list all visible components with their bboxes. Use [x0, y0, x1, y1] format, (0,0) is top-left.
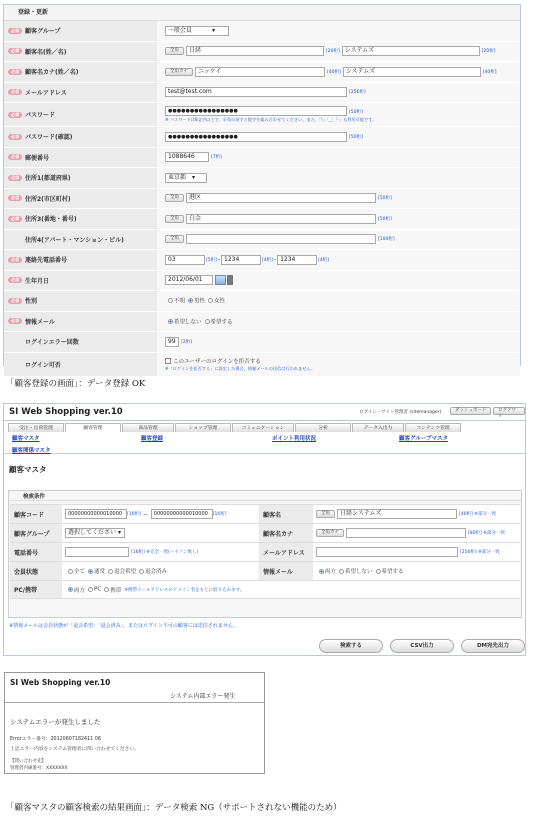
caption-registration: 「顧客登録の画面」：データ登録 OK [6, 379, 146, 389]
radio-icon [88, 587, 93, 592]
field-label [4, 62, 157, 82]
field-value [157, 332, 520, 352]
customer-name-input[interactable]: 日経システムズ [337, 509, 457, 519]
spacer [8, 339, 22, 345]
required-badge: 必須 [8, 112, 22, 118]
radio-icon [168, 319, 173, 324]
field-label-text: ログイン可否 [25, 361, 61, 369]
form-row [4, 21, 520, 42]
field-value [157, 62, 520, 82]
hint: [50桁] [378, 196, 392, 202]
label-customer-code: 顧客コード [10, 505, 62, 523]
tel1-input[interactable]: 03 [165, 255, 205, 265]
chevron-down-icon: ▾ [117, 529, 121, 536]
tab-1[interactable]: 顧客管理 [65, 423, 121, 432]
page-title: 顧客マスタ [9, 465, 47, 474]
infomail-radio-1[interactable] [336, 567, 373, 575]
street-input[interactable]: 白金 [186, 214, 376, 224]
caption-search-error: 「顧客マスタの顧客検索の結果画面」：データ検索 NG（サポートされない機能のため） [6, 803, 342, 813]
radio-label: 希望する [210, 319, 233, 326]
mail-radio-0[interactable] [165, 318, 202, 325]
required-badge: 必須 [8, 318, 22, 324]
spacer [8, 236, 22, 242]
pc-radio-2[interactable] [101, 586, 121, 594]
link-customer-relation-master[interactable]: 顧客関係マスタ [12, 448, 51, 454]
csv-export-button[interactable]: CSV出力 [390, 639, 454, 653]
link-customer-register[interactable]: 顧客登録 [141, 436, 164, 442]
hint: [16桁] [127, 512, 141, 517]
form-row [4, 42, 520, 63]
field-value [157, 42, 520, 62]
email-input[interactable] [316, 547, 458, 557]
radio-icon [88, 569, 93, 574]
gender-radio-1[interactable] [185, 297, 205, 304]
required-badge: 必須 [8, 257, 22, 263]
radio-icon [68, 569, 73, 574]
radio-icon [68, 587, 73, 592]
radio-label: 女性 [214, 298, 226, 305]
field-label [4, 83, 157, 103]
field-value [157, 230, 520, 250]
form-row [4, 209, 520, 230]
customer-registration-panel [3, 4, 521, 371]
chevron-down-icon: ▾ [211, 26, 215, 34]
field-value [157, 168, 520, 188]
form-row [4, 312, 520, 333]
label-customer-name: 顧客名 [259, 505, 313, 523]
radio-label: 両方 [74, 587, 86, 594]
required-badge: 必須 [8, 89, 22, 95]
chevron-down-icon[interactable] [227, 275, 233, 285]
divider [5, 702, 264, 703]
field-value [157, 209, 520, 229]
field-label [4, 42, 157, 62]
label-pc-mobile: PC/携帯 [10, 581, 62, 598]
form-row [4, 127, 520, 148]
calendar-icon[interactable] [215, 275, 226, 285]
error-advice: 上記エラー内容をシステム管理者に問い合わせてください。 [10, 747, 140, 752]
hint: [7桁] [211, 155, 222, 161]
tel3-input[interactable]: 1234 [277, 255, 317, 265]
field-label-text: 住所3(番地・番号) [25, 216, 77, 224]
radio-label: 希望しない [174, 319, 202, 326]
field-label [4, 189, 157, 209]
pc-radio-0[interactable] [65, 586, 85, 594]
gender-radio-2[interactable] [205, 297, 225, 304]
code-to-input[interactable]: 00000000000010000 [151, 509, 213, 519]
label-tel: 電話番号 [10, 543, 62, 561]
dash: - [217, 256, 221, 264]
login-deny-checkbox[interactable] [165, 358, 171, 364]
select-value: 一般会員 [168, 26, 193, 34]
gender-radio-0[interactable] [165, 297, 185, 304]
code-from-input[interactable]: 00000000000010000 [65, 509, 127, 519]
hint: [50桁] [349, 109, 363, 115]
infomail-radio-2[interactable] [373, 567, 404, 575]
required-badge: 必須 [8, 69, 22, 75]
required-badge: 必須 [8, 154, 22, 160]
field-label [4, 103, 157, 126]
form-row [4, 62, 520, 83]
contact-line: 管理者内線番号：XXXXXXX [10, 766, 68, 771]
label-customer-kana: 顧客名カナ [259, 524, 313, 542]
required-badge: 必須 [8, 216, 22, 222]
radio-icon [319, 569, 324, 574]
zenkaku-button[interactable]: 全角 [165, 47, 184, 55]
field-value [157, 291, 520, 311]
customer-master-panel [3, 403, 526, 656]
password-input[interactable]: ●●●●●●●●●●●●●●●● [165, 106, 347, 116]
error-number: Errorエラー番号：20120607182411 08 [10, 737, 101, 742]
field-label-text: 顧客名(姓／名) [25, 48, 67, 56]
hint: [256桁] [349, 90, 366, 96]
link-customer-group-master[interactable]: 顧客グループマスタ [399, 436, 449, 442]
hint: [50桁] [378, 216, 392, 222]
field-label-text: パスワード [25, 112, 56, 119]
select-value: 東京都 [168, 173, 187, 181]
city-input[interactable]: 港区 [186, 193, 376, 203]
label-info-mail: 情報メール [259, 562, 313, 580]
field-label-text: パスワード(確認) [25, 134, 73, 142]
label-member-status: 会員状態 [10, 562, 62, 580]
field-value [157, 148, 520, 168]
zenkaku-kana-button[interactable]: 全角カナ [165, 68, 193, 76]
radio-label: 不明 [174, 298, 186, 305]
tab-2[interactable]: 商品管理 [122, 423, 174, 432]
app-title: SI Web Shopping ver.10 [9, 407, 123, 417]
status-radio-3[interactable] [136, 567, 167, 575]
hint: [16桁] [212, 512, 227, 517]
field-label-text: メールアドレス [25, 89, 67, 97]
radio-label: 男性 [194, 298, 206, 305]
radio-icon [139, 569, 144, 574]
hint: [4桁] [318, 257, 329, 263]
required-badge: 必須 [8, 175, 22, 181]
spacer [8, 361, 22, 367]
search-button[interactable]: 検索する [319, 639, 383, 653]
infomail-radio-0[interactable] [316, 567, 336, 575]
login-deny-label: このユーザーのログインを拒否する [173, 358, 261, 365]
birthdate-input[interactable]: 2012/06/01 [165, 275, 213, 285]
hint: [16桁] ※完全一致(ハイフン無し) [131, 550, 199, 555]
required-badge: 必須 [8, 28, 22, 34]
tilde: ～ [142, 511, 149, 519]
password-note: ※ パスワードは8文字以上で、半角の英字と数字を組み合わせてください。また、「!」「_」「-」も利用可能です。 [165, 117, 377, 122]
chevron-down-icon: ▾ [191, 173, 195, 181]
link-point-usage[interactable]: ポイント利用状況 [272, 436, 317, 442]
field-label-text: ログインエラー回数 [25, 339, 79, 347]
link-customer-master[interactable]: 顧客マスタ [12, 436, 40, 442]
form-row [4, 291, 520, 312]
field-label [4, 148, 157, 168]
main-tabs [4, 423, 525, 432]
error-header: システム内部エラー発生 [170, 693, 236, 700]
field-label-text: 郵便番号 [25, 154, 50, 162]
app-title: SI Web Shopping ver.10 [10, 678, 111, 687]
panel-title: 登録・更新 [4, 5, 520, 21]
field-label [4, 230, 157, 250]
field-label-text: 連絡先電話番号 [25, 257, 68, 265]
field-label-text: 顧客名カナ(姓／名) [25, 69, 79, 77]
first-name-input[interactable]: システムズ [342, 46, 480, 56]
field-label [4, 21, 157, 41]
radio-label: PC [94, 586, 102, 593]
label-email: メールアドレス [259, 543, 313, 561]
customer-group-select[interactable] [165, 26, 229, 36]
field-value [157, 353, 520, 376]
email-input[interactable]: test@test.com [165, 87, 347, 97]
field-value [157, 103, 520, 126]
radio-icon [188, 298, 193, 303]
sub-navigation [4, 432, 525, 454]
form-row [4, 103, 520, 127]
kana-first-input[interactable]: システムズ [343, 67, 481, 77]
field-label [4, 353, 157, 376]
tel2-input[interactable]: 1234 [221, 255, 261, 265]
field-label-text: 情報メール [25, 318, 55, 326]
field-label [4, 332, 157, 352]
radio-icon [168, 298, 173, 303]
last-name-input[interactable]: 日経 [186, 46, 324, 56]
required-badge: 必須 [8, 195, 22, 201]
form-row [4, 332, 520, 353]
info-mail-radios [165, 317, 233, 325]
field-label [4, 271, 157, 291]
mail-radio-1[interactable] [202, 318, 233, 325]
zenkaku-button[interactable]: 全角 [165, 215, 184, 223]
radio-icon [205, 319, 210, 324]
hint: [40桁] ※部分一致 [459, 512, 496, 517]
radio-label: 全て [74, 569, 86, 575]
tab-4[interactable]: コミュニケーション [232, 423, 294, 432]
search-conditions-box [8, 490, 522, 618]
field-label [4, 209, 157, 229]
password-confirm-input[interactable]: ●●●●●●●●●●●●●●●● [165, 132, 347, 142]
label-customer-group: 顧客グループ [10, 524, 62, 542]
field-label [4, 168, 157, 188]
form-row [4, 230, 520, 251]
radio-icon [376, 569, 381, 574]
radio-icon [208, 298, 213, 303]
pc-radio-1[interactable] [85, 586, 101, 593]
kana-last-input[interactable]: ニッケイ [195, 67, 325, 77]
field-value [157, 21, 520, 41]
radio-label: 携帯 [110, 587, 122, 594]
user-info: ログイン・サイト管理者 (sitemanager) [359, 410, 442, 415]
hint: [40桁] [482, 69, 497, 75]
field-label-text: 顧客グループ [25, 28, 61, 36]
zenkaku-button[interactable]: 全角 [316, 510, 335, 518]
field-label [4, 250, 157, 270]
status-radio-2[interactable] [105, 567, 136, 575]
hint: [40桁] [327, 69, 341, 75]
required-badge: 必須 [8, 134, 22, 140]
tab-5[interactable]: 分析 [295, 423, 351, 432]
field-value [157, 271, 520, 291]
zenkaku-button[interactable]: 全角 [165, 235, 184, 243]
form-row [4, 168, 520, 189]
radio-label: 退会希望 [114, 569, 137, 575]
contact-title: 【問い合わせ先】 [10, 759, 46, 764]
customer-group-select[interactable] [65, 528, 125, 538]
tab-0[interactable]: 受注・出荷管理 [8, 423, 64, 432]
field-label [4, 127, 157, 147]
form-row [4, 250, 520, 271]
member-status-radios [62, 562, 258, 580]
field-label-text: 生年月日 [25, 277, 50, 285]
logout-button[interactable]: ログアウト [493, 407, 525, 415]
required-badge: 必須 [8, 277, 22, 283]
zip-input[interactable]: 1088646 [165, 152, 209, 162]
field-value [157, 250, 520, 270]
field-label-text: 住所4(アパート・マンション・ビル) [25, 236, 124, 244]
form-row [4, 83, 520, 104]
field-label [4, 291, 157, 311]
gender-radios [165, 297, 225, 305]
hint: [4桁] [262, 257, 273, 263]
hint: [80桁] ※部分一致 [468, 531, 505, 536]
tel-input[interactable] [65, 547, 129, 557]
tab-7[interactable]: コンテンツ管理 [405, 423, 461, 432]
radio-label: 希望する [381, 569, 404, 575]
hint: [50桁] [349, 134, 363, 140]
error-message: システムエラーが発生しました [10, 718, 101, 726]
dash: - [273, 256, 277, 264]
dm-export-button[interactable]: DM宛先出力 [461, 639, 525, 653]
radio-icon [339, 569, 344, 574]
zenkaku-kana-button[interactable]: 全角カナ [316, 529, 344, 537]
field-label-text: 住所2(市区町村) [25, 195, 71, 203]
radio-icon [108, 569, 113, 574]
radio-icon [104, 587, 109, 592]
prefecture-select[interactable] [165, 173, 207, 183]
footer-note: ※情報メールは会員状態が「退会希望」「退会済み」、またはログイン不可の顧客には送信されません。 [9, 623, 239, 629]
form-row [4, 189, 520, 210]
hint: [2桁] [181, 339, 192, 345]
pc-note: ※携帯メールアドレスのドメイン名をもとに絞り込みます。 [124, 587, 245, 593]
login-note: ※「ログインを拒否する」に設定した場合、情報メールの送信は行われません。 [165, 365, 316, 371]
field-value [157, 127, 520, 147]
status-radio-1[interactable] [85, 567, 105, 575]
hint: [100桁] [378, 237, 395, 243]
radio-label: 希望しない [345, 569, 373, 575]
radio-label: 通常 [94, 569, 106, 575]
customer-kana-input[interactable] [346, 528, 466, 538]
building-input[interactable] [186, 234, 376, 244]
status-radio-0[interactable] [65, 567, 85, 575]
field-label-text: 住所1(都道府県) [25, 175, 71, 183]
field-label-text: 性別 [25, 298, 38, 306]
field-value [157, 312, 520, 332]
select-value: 選択してください [68, 529, 117, 536]
form-row [4, 148, 520, 169]
hint: [20桁] [326, 49, 340, 55]
pc-mobile-radios [62, 581, 520, 598]
error-panel [4, 672, 265, 774]
form-row [4, 271, 520, 292]
search-title: 検索条件 [19, 492, 49, 500]
form-row [4, 353, 520, 377]
tab-6[interactable]: データ入出力 [352, 423, 404, 432]
radio-label: 両方 [325, 569, 337, 575]
dashboard-button[interactable]: ダッシュボード [450, 407, 491, 415]
required-badge: 必須 [8, 298, 22, 304]
field-value [157, 189, 520, 209]
login-error-count-input[interactable]: 99 [165, 337, 179, 347]
field-value [157, 83, 520, 103]
required-badge: 必須 [8, 48, 22, 54]
radio-label: 退会済み [145, 569, 168, 575]
hint: [5桁] [206, 257, 217, 263]
hint: [20桁] [481, 49, 496, 55]
field-label [4, 312, 157, 332]
zenkaku-button[interactable]: 全角 [165, 194, 184, 202]
hint: [256桁] ※部分一致 [460, 550, 500, 555]
tab-3[interactable]: ショップ管理 [175, 423, 231, 432]
info-mail-radios [313, 562, 520, 580]
